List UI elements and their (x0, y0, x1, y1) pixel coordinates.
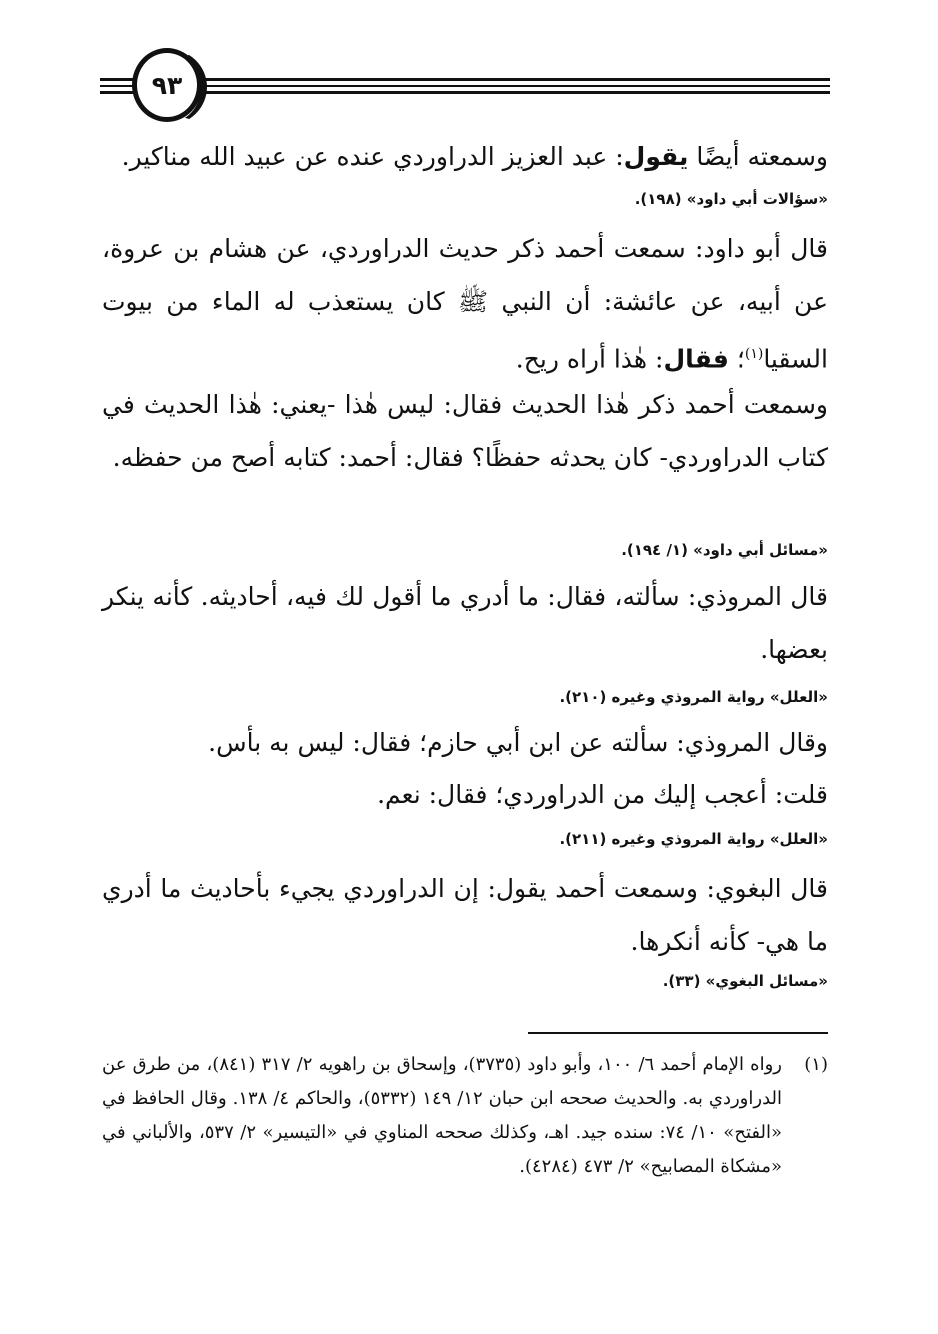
paragraph-text: قال أبو داود: سمعت أحمد ذكر حديث الدراوردي، عن هشام بن عروة، عن أبيه، عن عائشة: أن النبي ﷺ كان يستعذب له الماء من بيوت السقيا (102, 234, 828, 374)
header-rule (100, 91, 830, 94)
page-number-text: ٩٣ (151, 70, 183, 100)
header-rule (100, 85, 830, 87)
reference: «سؤالات أبي داود» (١٩٨). (634, 190, 828, 208)
reference: «مسائل البغوي» (٣٣). (662, 972, 828, 990)
paragraph (102, 130, 828, 183)
paragraph-text: وسمعت أحمد ذكر هٰذا الحديث فقال: ليس هٰذا -يعني: هٰذا الحديث في كتاب الدراوردي- كان يحدثه حفظًا؟ فقال: أحمد: كتابه أصح من حفظه. (102, 390, 828, 472)
footnote-number: (١) (804, 1054, 828, 1075)
footnote-marker[interactable]: (١) (744, 346, 764, 362)
reference: «العلل» رواية المروذي وغيره (٢١٠). (559, 688, 828, 706)
page-header (100, 48, 830, 134)
paragraph (102, 570, 828, 676)
paragraph (102, 378, 828, 484)
bold-word: فقال (663, 344, 729, 374)
page-number (132, 48, 202, 122)
paragraph-text: قال البغوي: وسمعت أحمد يقول: إن الدراوردي يجيء بأحاديث ما أدري ما هي- كأنه أنكرها. (102, 874, 828, 956)
paragraph-text: وسمعته أيضًا يقول: عبد العزيز الدراوردي عنده عن عبيد الله مناكير. (121, 142, 828, 171)
paragraph (156, 768, 828, 821)
paragraph-text: قال المروذي: سألته، فقال: ما أدري ما أقول لك فيه، أحاديثه. كأنه ينكر بعضها. (102, 582, 828, 664)
footnote (102, 1048, 828, 1184)
bold-word: يقول (623, 142, 689, 171)
paragraph-text: قلت: أعجب إليك من الدراوردي؛ فقال: نعم. (377, 780, 828, 809)
paragraph (156, 716, 828, 769)
footnote-divider (528, 1032, 828, 1034)
paragraph: قال أبو داود: سمعت أحمد ذكر حديث الدراوردي، عن هشام بن عروة، عن أبيه، عن عائشة: أن النبي ﷺ كان يستعذب له الماء من بيوت السقيا$^{(١)}$؛ فقال: هٰذا أراه ريح. (102, 234, 828, 374)
reference: «مسائل أبي داود» (١/ ١٩٤). (621, 541, 828, 559)
paragraph-text: وقال المروذي: سألته عن ابن أبي حازم؛ فقال: ليس به بأس. (208, 728, 828, 757)
header-rule (100, 78, 830, 81)
footnote-text: رواه الإمام أحمد ٦/ ١٠٠، وأبو داود (٣٧٣٥)، وإسحاق بن راهويه ٢/ ٣١٧ (٨٤١)، من طرق عن الدراوردي به. والحديث صححه ابن حبان ١٢/ ١٤٩ (٥٣٣٢)، والحاكم ٤/ ١٣٨. وقال الحافظ في «الفتح» ١٠/ ٧٤: سنده جيد. اهـ، وكذلك صححه المناوي في «التيسير» ٢/ ٥٣٧، والألباني في «مشكاة المصابيح» ٢/ ٤٧٣ (٤٢٨٤). (102, 1054, 782, 1177)
reference: «العلل» رواية المروذي وغيره (٢١١). (559, 830, 828, 848)
paragraph (102, 862, 828, 968)
